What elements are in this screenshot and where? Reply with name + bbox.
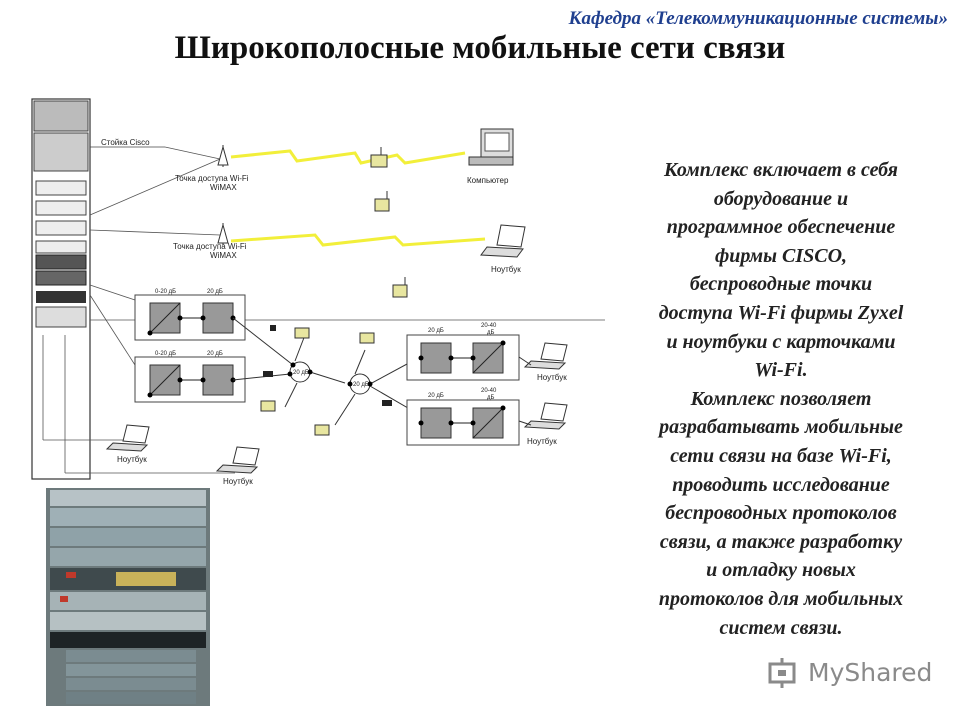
laptop-r1-label: Ноутбук xyxy=(537,373,567,382)
attenuator-label: 0-20 дБ xyxy=(155,289,177,295)
text-line: связи, а также разработку xyxy=(659,530,903,553)
text-line: Комплекс включает в себя xyxy=(664,159,898,181)
wireless-link-icon xyxy=(231,235,485,245)
laptop-top-label: Ноутбук xyxy=(491,265,521,274)
rack-photo xyxy=(46,488,210,706)
attenuator-block-icon xyxy=(407,335,519,380)
attenuator-label: дБ xyxy=(487,330,495,336)
attenuator-label: 20 дБ xyxy=(428,393,444,399)
description-paragraph-1 xyxy=(628,156,934,385)
text-line: фирмы CISCO, xyxy=(714,244,848,267)
watermark-text: MyShared xyxy=(808,658,933,687)
splitter-label: 20 дБ xyxy=(353,382,369,388)
text-line: Комплекс позволяет xyxy=(690,387,872,410)
ap2-label-line1: Точка доступа Wi-Fi xyxy=(173,242,247,251)
wireless-link-icon xyxy=(231,151,465,163)
laptop-icon xyxy=(107,425,149,451)
laptop-icon xyxy=(519,403,567,429)
attenuator-block-icon xyxy=(407,400,519,445)
text-line: протоколов для мобильных xyxy=(658,587,904,610)
splitter-label: 20 дБ xyxy=(293,370,309,376)
text-line: программное обеспечение xyxy=(666,216,896,239)
computer-icon xyxy=(469,129,513,165)
text-line: проводить исследование xyxy=(672,473,890,496)
myshared-logo-icon xyxy=(766,656,802,692)
myshared-watermark xyxy=(766,654,936,694)
attenuator-label: 20 дБ xyxy=(207,289,223,295)
laptop-bl1-label: Ноутбук xyxy=(117,455,147,464)
laptop-icon xyxy=(217,447,259,473)
laptop-r2-label: Ноутбук xyxy=(527,437,557,446)
slide-title: Широкополосные мобильные сети связи xyxy=(174,30,786,66)
attenuator-label: 20 дБ xyxy=(207,351,223,357)
wifi-adapter-icon xyxy=(261,325,392,435)
text-line: оборудование и xyxy=(713,187,849,210)
laptop-icon xyxy=(481,225,525,257)
attenuator-label: 20 дБ xyxy=(428,328,444,334)
attenuator-label: 0-20 дБ xyxy=(155,351,177,357)
access-point-icon xyxy=(218,145,228,167)
wifi-adapter-icon xyxy=(371,147,387,167)
wifi-adapter-icon xyxy=(393,277,407,297)
network-diagram xyxy=(25,95,605,495)
attenuator-label: 20-40 xyxy=(481,323,497,329)
description-text xyxy=(628,156,934,642)
text-line: беспроводные точки xyxy=(689,273,873,296)
text-line: Wi-Fi. xyxy=(754,359,808,382)
text-line: доступа Wi-Fi фирмы Zyxel xyxy=(658,301,904,324)
ap1-label-line2: WiMAX xyxy=(210,183,237,192)
text-line: систем связи. xyxy=(719,616,843,639)
ap2-label-line2: WiMAX xyxy=(210,251,237,260)
computer-label: Компьютер xyxy=(467,176,509,185)
text-line: разрабатывать мобильные xyxy=(659,416,903,439)
laptop-icon xyxy=(519,343,567,369)
attenuator-label: 20-40 xyxy=(481,388,497,394)
description-paragraph-2 xyxy=(628,385,934,642)
department-header: Кафедра «Телекоммуникационные системы» xyxy=(568,8,948,29)
wifi-adapter-icon xyxy=(375,191,389,211)
attenuator-block-icon xyxy=(135,357,245,402)
text-line: беспроводных протоколов xyxy=(665,502,897,525)
text-line: сети связи на базе Wi-Fi, xyxy=(670,444,892,467)
ap1-label-line1: Точка доступа Wi-Fi xyxy=(175,174,249,183)
cisco-rack-icon xyxy=(32,99,90,479)
text-line: и отладку новых xyxy=(706,559,856,582)
rack-label: Стойка Cisco xyxy=(101,138,150,147)
laptop-bl2-label: Ноутбук xyxy=(223,477,253,486)
attenuator-block-icon xyxy=(135,295,245,340)
text-line: и ноутбуки с карточками xyxy=(666,330,896,353)
splitter-icon xyxy=(233,318,345,407)
attenuator-label: дБ xyxy=(487,395,495,401)
